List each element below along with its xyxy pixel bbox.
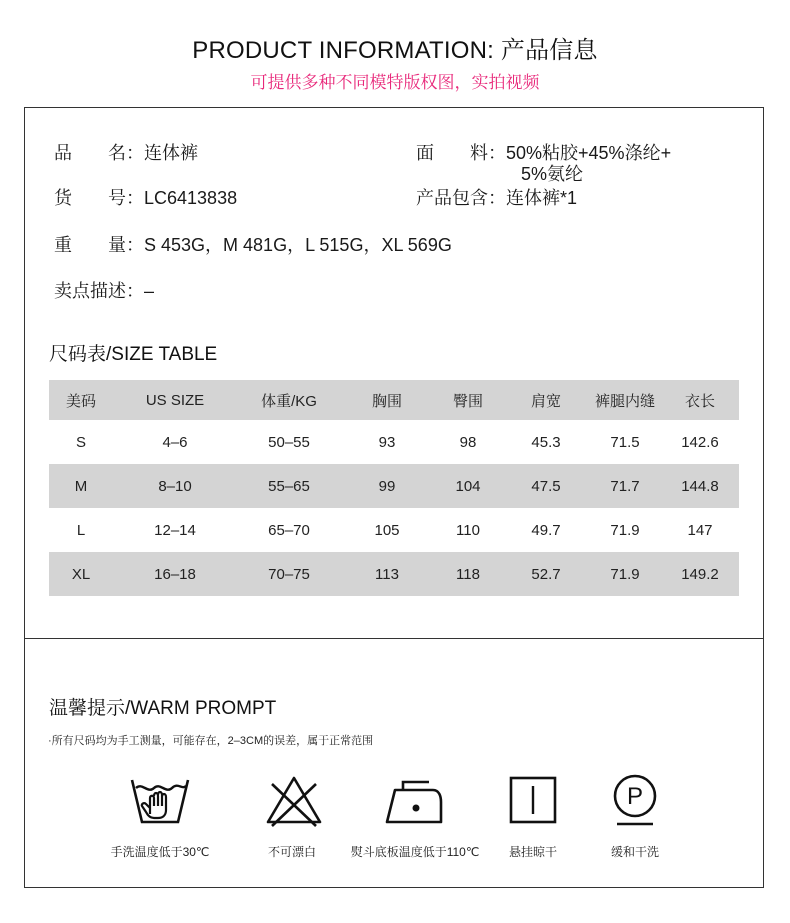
fabric-value-line2: 5%氨纶 [521, 164, 584, 184]
includes-label: 产品包含： [416, 188, 506, 208]
table-cell: 71.9 [589, 552, 661, 596]
table-cell: L [76, 521, 86, 539]
weight-value: S 453G，M 481G，L 515G，XL 569G [144, 235, 452, 255]
table-cell: 99 [341, 464, 433, 508]
table-cell: 71.5 [610, 433, 640, 451]
includes-value: 连体裤*1 [506, 188, 578, 208]
care-label-no-bleach: 不可漂白 [267, 845, 316, 859]
item-no-value: LC6413838 [144, 188, 238, 208]
table-cell: 4–6 [162, 433, 188, 451]
header-cell: 裤腿内缝 [589, 380, 661, 420]
info-selling-row [54, 277, 154, 303]
table-row [49, 420, 739, 464]
table-cell: 8–10 [113, 464, 237, 508]
table-row [49, 508, 739, 552]
size-table [49, 380, 739, 596]
section-divider [24, 638, 764, 639]
header-cell: 美码 [49, 380, 113, 420]
table-row [49, 464, 739, 508]
table-cell: 149.2 [661, 552, 739, 596]
dry-clean-p-icon [565, 772, 705, 828]
info-includes-row [416, 184, 577, 210]
header-cell: 臀围 [433, 380, 503, 420]
fabric-value-line1: 50%粘胶+45%涤纶+ [506, 143, 672, 163]
care-label-iron: 熨斗底板温度低于110℃ [350, 845, 480, 859]
info-item-no-row [54, 184, 237, 210]
page-subtitle: 可提供多种不同模特版权图，实拍视频 [250, 73, 540, 92]
table-row [49, 552, 739, 596]
info-name-row [54, 139, 198, 165]
table-cell: 105 [374, 521, 400, 539]
table-cell: 113 [341, 552, 433, 596]
table-cell: 110 [456, 521, 480, 539]
table-cell: 65–70 [268, 521, 310, 539]
table-cell: 118 [433, 552, 503, 596]
header-cell: 胸围 [341, 380, 433, 420]
table-cell: 144.8 [661, 464, 739, 508]
weight-label: 重 量： [54, 235, 144, 255]
header-cell: 衣长 [661, 380, 739, 420]
header-cell: 体重/KG [237, 380, 341, 420]
info-weight-row [54, 231, 452, 257]
name-label: 品 名： [54, 143, 144, 163]
table-cell: M [49, 464, 113, 508]
hand-wash-icon [90, 772, 230, 828]
header-cell: 肩宽 [503, 380, 589, 420]
table-cell: 104 [433, 464, 503, 508]
table-cell: 50–55 [268, 433, 310, 451]
table-cell: 47.5 [503, 464, 589, 508]
no-bleach-icon [224, 772, 364, 828]
table-cell: 12–14 [154, 521, 196, 539]
table-cell: 52.7 [503, 552, 589, 596]
table-cell: 93 [378, 433, 396, 451]
selling-label: 卖点描述： [54, 281, 144, 301]
table-cell: 55–65 [237, 464, 341, 508]
table-cell: 16–18 [113, 552, 237, 596]
warm-prompt-title: 温馨提示/WARM PROMPT [49, 698, 277, 719]
care-label-hang-dry: 悬挂晾干 [508, 845, 557, 859]
page-title: PRODUCT INFORMATION: 产品信息 [192, 37, 598, 64]
table-cell: 70–75 [237, 552, 341, 596]
selling-value: – [144, 281, 155, 301]
measurement-note: ·所有尺码均为手工测量，可能存在，2–3CM的误差，属于正常范围 [48, 735, 374, 747]
fabric-label: 面 料： [416, 143, 506, 163]
svg-text:P: P [626, 783, 644, 810]
name-value: 连体裤 [144, 143, 198, 163]
table-cell: 98 [459, 433, 477, 451]
table-cell: 71.7 [589, 464, 661, 508]
item-no-label: 货 号： [54, 188, 144, 208]
table-cell: 147 [687, 521, 713, 539]
header-cell: US SIZE [113, 380, 237, 420]
table-cell: 45.3 [531, 433, 561, 451]
table-cell: S [75, 433, 86, 451]
care-label-dry-clean: 缓和干洗 [610, 845, 659, 859]
care-label-hand-wash: 手洗温度低于30℃ [110, 845, 210, 859]
table-cell: 49.7 [531, 521, 561, 539]
table-cell: 142.6 [681, 433, 719, 451]
size-table-header [49, 380, 739, 420]
table-cell: XL [49, 552, 113, 596]
table-cell: 71.9 [610, 521, 640, 539]
size-table-title: 尺码表/SIZE TABLE [49, 344, 218, 365]
